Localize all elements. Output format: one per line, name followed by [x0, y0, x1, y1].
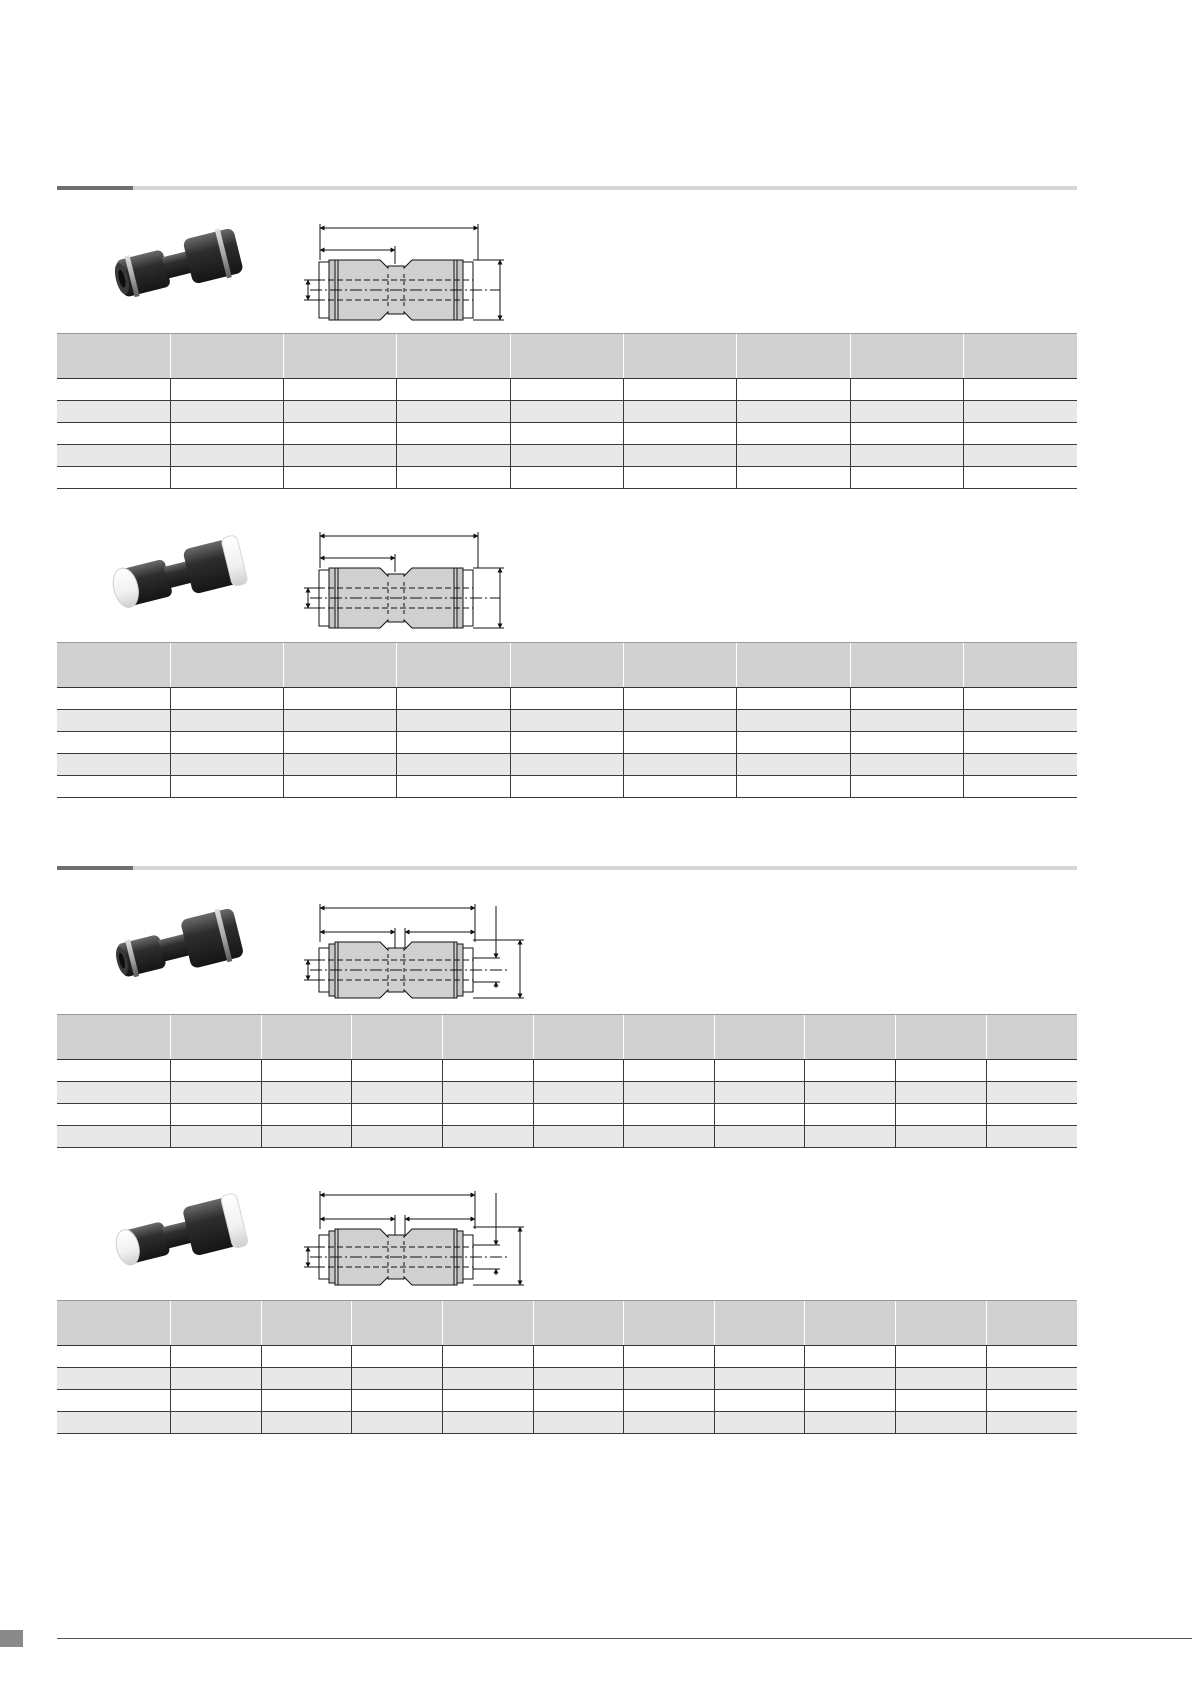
table-header-cell [805, 1301, 896, 1346]
table-row [57, 379, 1077, 401]
table-header-cell [57, 1301, 171, 1346]
table-header-row [57, 1301, 1077, 1346]
table-header-cell [737, 643, 850, 688]
table-header-row [57, 1015, 1077, 1060]
table-header-cell [986, 1015, 1077, 1060]
table-row [57, 1104, 1077, 1126]
table-header-cell [261, 1015, 352, 1060]
straight-union-drawing [300, 220, 530, 340]
footer-rule [57, 1638, 1192, 1639]
table-header-cell [964, 643, 1077, 688]
push-fitting-black-collet-icon [110, 900, 260, 990]
spec-table [57, 642, 1077, 798]
table-row [57, 1126, 1077, 1148]
table-header-cell [352, 1015, 443, 1060]
table-header-cell [397, 334, 510, 379]
table-header-cell [624, 334, 737, 379]
table-row [57, 1346, 1077, 1368]
table-header-cell [284, 334, 397, 379]
push-fitting-black-collet-icon [110, 218, 260, 308]
section-divider-accent [57, 866, 133, 870]
table-header-cell [57, 334, 170, 379]
table-header-cell [624, 1301, 715, 1346]
table-header-cell [442, 1301, 533, 1346]
table-row [57, 423, 1077, 445]
table-header-cell [896, 1015, 987, 1060]
table-header-cell [850, 643, 963, 688]
table-header-cell [624, 643, 737, 688]
reducer-union-drawing [300, 898, 530, 1018]
table-header-cell [850, 334, 963, 379]
table-header-cell [442, 1015, 533, 1060]
table-header-cell [352, 1301, 443, 1346]
straight-union-drawing [300, 528, 530, 648]
section-divider-accent [57, 186, 133, 190]
table-header-cell [170, 334, 283, 379]
table-row [57, 1368, 1077, 1390]
table-row [57, 467, 1077, 489]
table-row [57, 401, 1077, 423]
table-header-row [57, 334, 1077, 379]
table-header-cell [533, 1015, 624, 1060]
table-header-cell [714, 1015, 805, 1060]
table-header-cell [57, 1015, 171, 1060]
table-row [57, 1060, 1077, 1082]
table-row [57, 1412, 1077, 1434]
table-header-row [57, 643, 1077, 688]
spec-table [57, 333, 1077, 489]
reducer-union-drawing [300, 1185, 530, 1305]
table-header-cell [805, 1015, 896, 1060]
table-header-cell [171, 1015, 262, 1060]
page-number-tab [0, 1630, 23, 1647]
table-header-cell [624, 1015, 715, 1060]
table-header-cell [737, 334, 850, 379]
table-row [57, 1390, 1077, 1412]
table-header-cell [170, 643, 283, 688]
table-header-cell [284, 643, 397, 688]
table-header-cell [171, 1301, 262, 1346]
table-header-cell [964, 334, 1077, 379]
table-header-cell [714, 1301, 805, 1346]
table-header-cell [397, 643, 510, 688]
table-header-cell [510, 334, 623, 379]
table-row [57, 776, 1077, 798]
table-header-cell [896, 1301, 987, 1346]
table-header-cell [533, 1301, 624, 1346]
spec-table [57, 1014, 1077, 1148]
push-fitting-white-collet-icon [110, 1188, 260, 1278]
table-row [57, 1082, 1077, 1104]
section-divider [57, 186, 1077, 190]
spec-table [57, 1300, 1077, 1434]
table-row [57, 445, 1077, 467]
table-row [57, 754, 1077, 776]
table-header-cell [261, 1301, 352, 1346]
table-row [57, 688, 1077, 710]
table-row [57, 732, 1077, 754]
table-header-cell [510, 643, 623, 688]
table-header-cell [986, 1301, 1077, 1346]
table-row [57, 710, 1077, 732]
push-fitting-white-collet-icon [110, 528, 260, 618]
section-divider [57, 866, 1077, 870]
table-header-cell [57, 643, 170, 688]
